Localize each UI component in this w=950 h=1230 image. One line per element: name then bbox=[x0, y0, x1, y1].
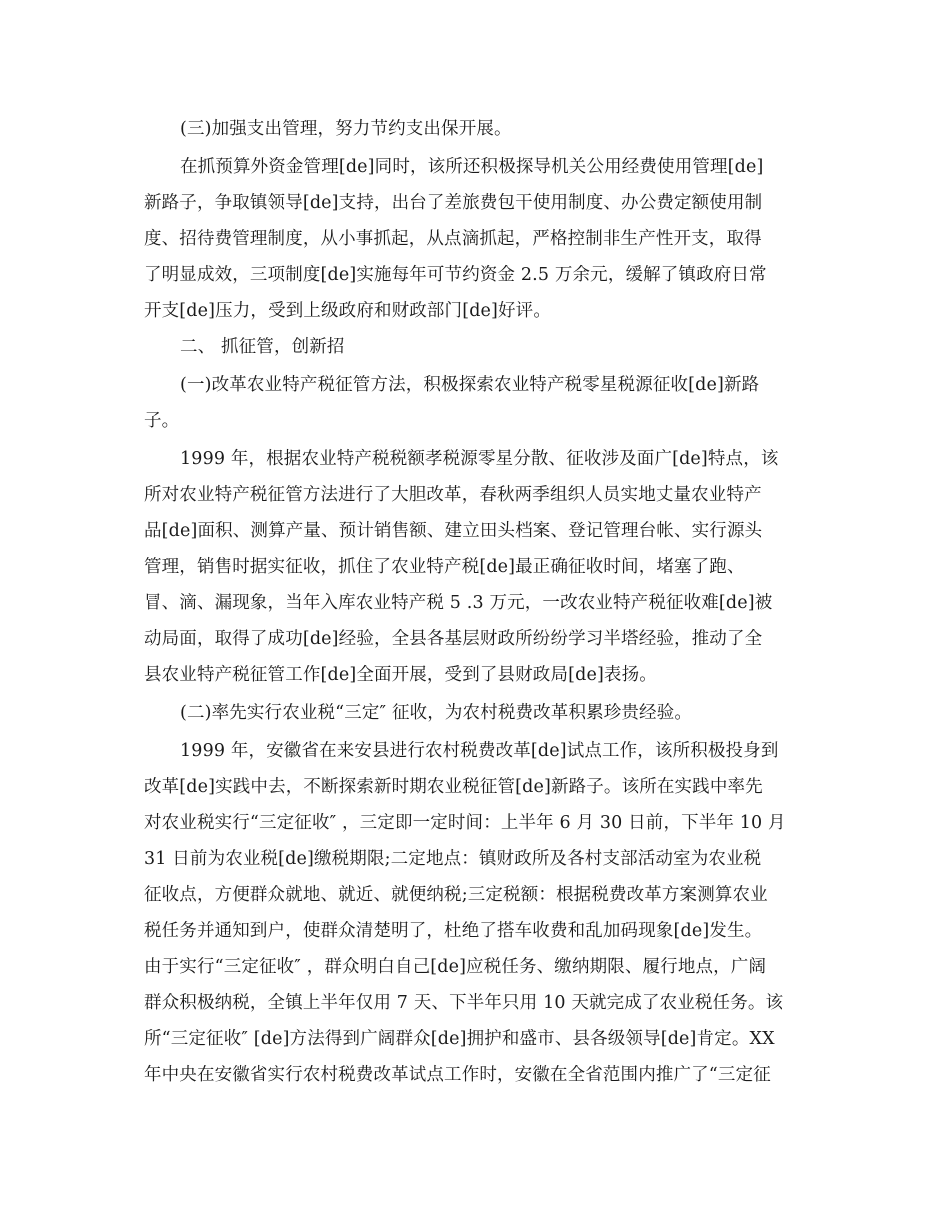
section-heading-2: 二、 抓征管，创新招 bbox=[180, 337, 345, 357]
paragraph-line: 税任务并通知到户，使群众清楚明了，杜绝了搭车收费和乱加码现象[de]发生。 bbox=[144, 921, 763, 941]
paragraph-line: 由于实行“三定征收″ ，群众明白自己[de]应税任务、缴纳期限、履行地点，广阔 bbox=[144, 957, 767, 977]
paragraph-line: 1999 年，根据农业特产税税额孝税源零星分散、征收涉及面广[de]特点，该 bbox=[180, 449, 779, 469]
heading-1-agri-tax-reform: (一)改革农业特产税征管方法，积极探索农业特产税零星税源征收[de]新路 bbox=[180, 375, 760, 395]
paragraph-line: 年中央在安徽省实行农村税费改革试点工作时，安徽在全省范围内推广了“三定征 bbox=[144, 1065, 771, 1085]
paragraph-line: 动局面，取得了成功[de]经验，全县各基层财政所纷纷学习半塔经验，推动了全 bbox=[144, 629, 763, 649]
paragraph-line: 管理，销售时据实征收，抓住了农业特产税[de]最正确征收时间，堵塞了跑、 bbox=[144, 557, 745, 577]
paragraph-line: 在抓预算外资金管理[de]同时，该所还积极探导机关公用经费使用管理[de] bbox=[180, 157, 764, 177]
paragraph-line: 1999 年，安徽省在来安县进行农村税费改革[de]试点工作，该所积极投身到 bbox=[180, 741, 779, 761]
paragraph-line: 子。 bbox=[144, 411, 180, 431]
paragraph-line: 品[de]面积、测算产量、预计销售额、建立田头档案、登记管理台帐、实行源头 bbox=[144, 521, 763, 541]
paragraph-line: 群众积极纳税，全镇上半年仅用 7 天、下半年只用 10 天就完成了农业税任务。该 bbox=[144, 993, 784, 1013]
paragraph-line: 征收点，方便群众就地、就近、就便纳税;三定税额：根据税费改革方案测算农业 bbox=[144, 885, 768, 905]
heading-2-three-fixed-collection: (二)率先实行农业税“三定″ 征收，为农村税费改革积累珍贵经验。 bbox=[180, 703, 692, 723]
paragraph-line: 开支[de]压力，受到上级政府和财政部门[de]好评。 bbox=[144, 301, 551, 321]
paragraph-line: 31 日前为农业税[de]缴税期限;二定地点：镇财政所及各村支部活动室为农业税 bbox=[144, 849, 762, 869]
paragraph-line: 改革[de]实践中去，不断探索新时期农业税征管[de]新路子。该所在实践中率先 bbox=[144, 777, 763, 797]
heading-3-expense-management: (三)加强支出管理，努力节约支出保开展。 bbox=[180, 119, 512, 139]
paragraph-line: 了明显成效，三项制度[de]实施每年可节约资金 2.5 万余元，缓解了镇政府日常 bbox=[144, 265, 767, 285]
paragraph-line: 度、招待费管理制度，从小事抓起，从点滴抓起，严格控制非生产性开支，取得 bbox=[144, 229, 762, 249]
paragraph-line: 对农业税实行“三定征收″ ，三定即一定时间：上半年 6 月 30 日前，下半年 10 月 bbox=[144, 813, 786, 833]
paragraph-line: 县农业特产税征管工作[de]全面开展，受到了县财政局[de]表扬。 bbox=[144, 665, 657, 685]
paragraph-line: 所“三定征收″ [de]方法得到广阔群众[de]拥护和盛市、县各级领导[de]肯定。XX bbox=[144, 1029, 775, 1049]
paragraph-line: 新路子，争取镇领导[de]支持，出台了差旅费包干使用制度、办公费定额使用制 bbox=[144, 193, 763, 213]
paragraph-line: 所对农业特产税征管方法进行了大胆改革，春秋两季组织人员实地丈量农业特产 bbox=[144, 485, 762, 505]
paragraph-line: 冒、滴、漏现象，当年入库农业特产税 5 .3 万元，一改农业特产税征收难[de]被 bbox=[144, 593, 773, 613]
